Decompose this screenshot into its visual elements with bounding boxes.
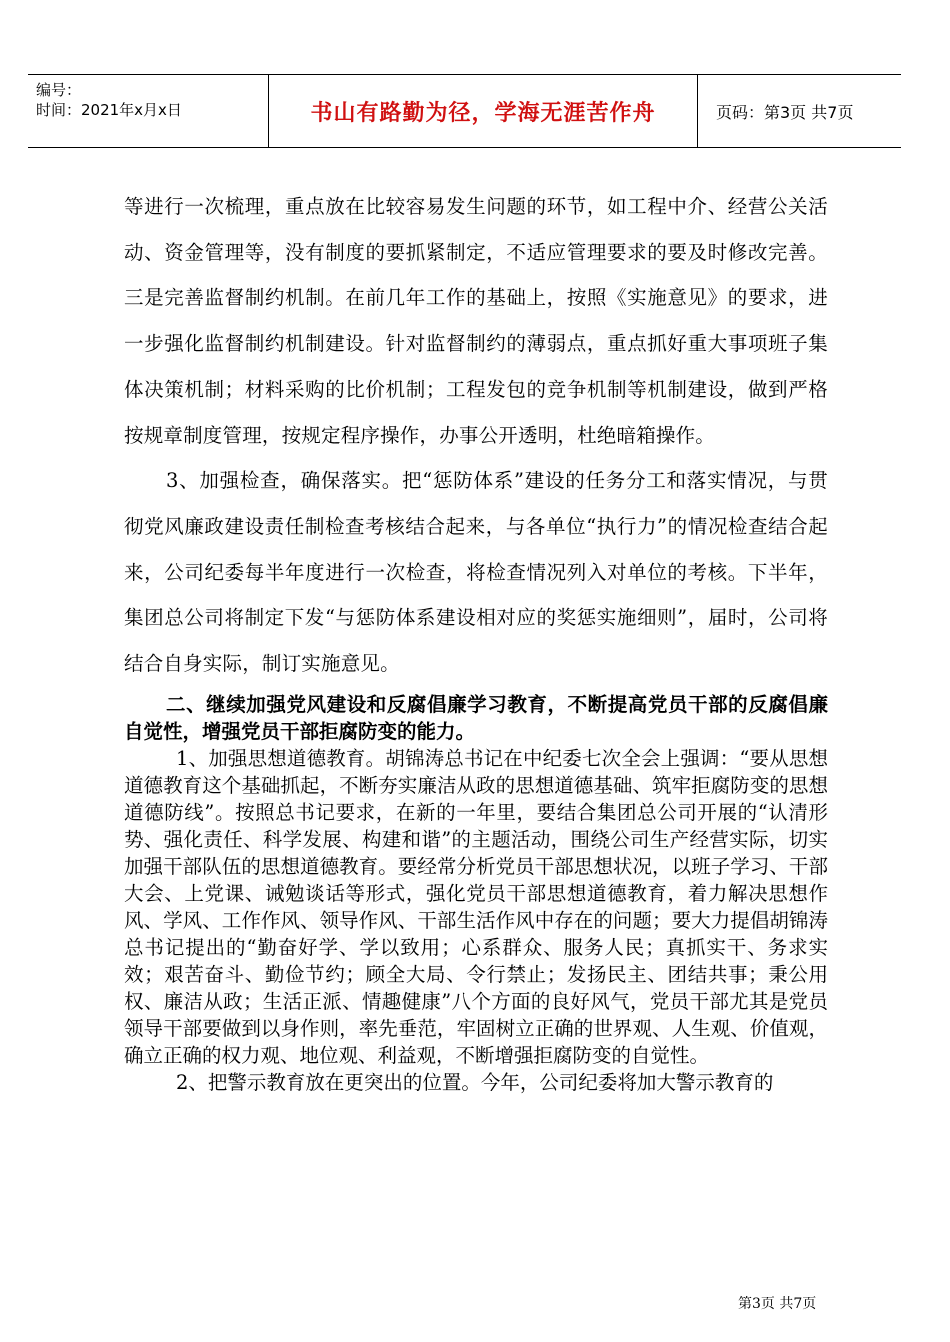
paragraph-inspection: 3、加强检查，确保落实。把“惩防体系”建设的任务分工和落实情况，与贯彻党风廉政建设责任制检查考核结合起来，与各单位“执行力”的情况检查结合起来，公司纪委每半年度进行一次检查，将检查情况列入对单位的考核。下半年，集团总公司将制定下发“与惩防体系建设相对应的奖惩实施细则”，届时，公司将结合自身实际，制订实施意见。 — [124, 469, 828, 676]
header-meta — [28, 75, 256, 147]
paragraph-moral-education: 1、加强思想道德教育。胡锦涛总书记在中纪委七次全会上强调：“要从思想道德教育这个基础抓起，不断夯实廉洁从政的思想道德基础、筑牢拒腐防变的思想道德防线”。按照总书记要求，在新的一年里，要结合集团总公司开展的“认清形势、强化责任、科学发展、构建和谐”的主题活动，围绕公司生产经营实际，切实加强干部队伍的思想道德教育。要经常分析党员干部思想状况，以班子学习、干部大会、上党课、诫勉谈话等形式，强化党员干部思想道德教育，着力解决思想作风、学风、工作作风、领导作风、干部生活作风中存在的问题；要大力提倡胡锦涛总书记提出的“勤奋好学、学以致用；心系群众、服务人民；真抓实干、务求实效；艰苦奋斗、勤俭节约；顾全大局、令行禁止；发扬民主、团结共事；秉公用权、廉洁从政；生活正派、情趣健康”八个方面的良好风气，党员干部尤其是党员领导干部要做到以身作则，率先垂范，牢固树立正确的世界观、人生观、价值观，确立正确的权力观、地位观、利益观，不断增强拒腐防变的自觉性。 — [124, 746, 828, 1067]
paragraph-continued: 等进行一次梳理，重点放在比较容易发生问题的环节，如工程中介、经营公关活动、资金管理等，没有制度的要抓紧制定，不适应管理要求的要及时修改完善。三是完善监督制约机制。在前几年工作的基础上，按照《实施意见》的要求，进一步强化监督制约机制建设。针对监督制约的薄弱点，重点抓好重大事项班子集体决策机制；材料采购的比价机制；工程发包的竞争机制等机制建设，做到严格按规章制度管理，按规定程序操作，办事公开透明，杜绝暗箱操作。 — [124, 195, 828, 447]
header-page-info — [708, 75, 900, 147]
section-heading: 二、继续加强党风建设和反腐倡廉学习教育，不断提高党员干部的反腐倡廉自觉性，增强党员干部拒腐防变的能力。 — [124, 692, 828, 743]
page-header — [28, 74, 901, 148]
header-motto: 书山有路勤为径，学海无涯苦作舟 — [268, 75, 698, 147]
document-body — [124, 184, 828, 1096]
document-date: 时间：2021年x月x日 — [36, 101, 182, 119]
header-page-number: 页码：第3页 共7页 — [716, 102, 854, 122]
document-number-label: 编号： — [36, 81, 82, 99]
page-footer: 第3页 共7页 — [738, 1296, 817, 1312]
paragraph-warning-education: 2、把警示教育放在更突出的位置。今年，公司纪委将加大警示教育的 — [176, 1070, 774, 1094]
